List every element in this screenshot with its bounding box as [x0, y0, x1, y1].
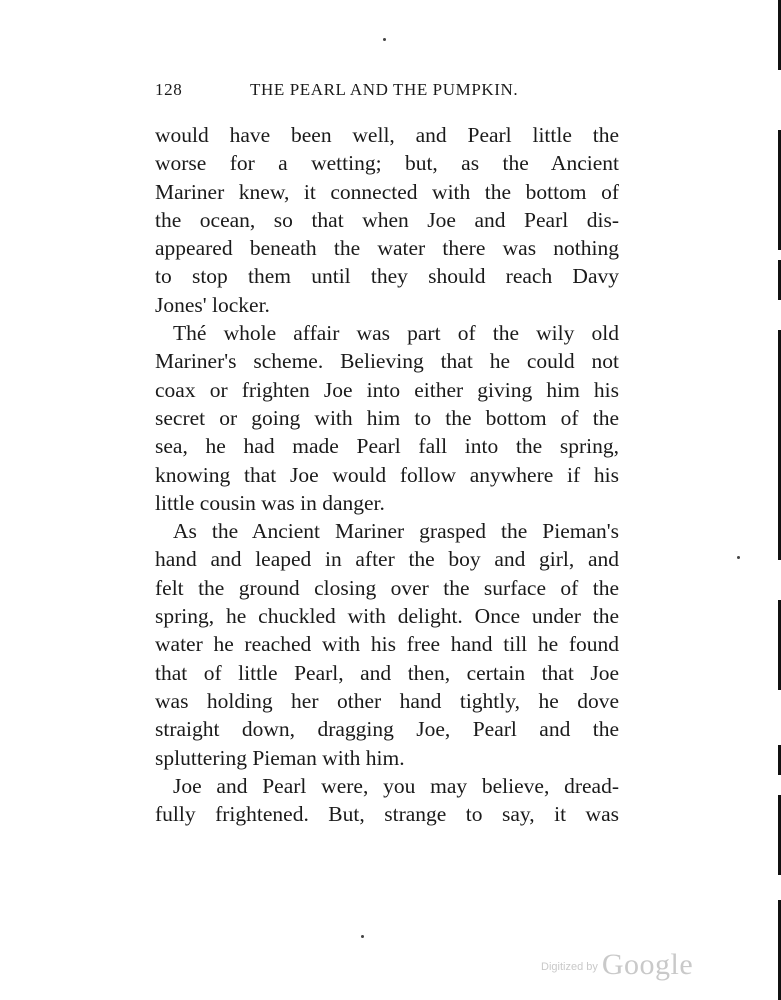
text-line: the ocean, so that when Joe and Pearl dis-	[155, 207, 619, 232]
text-line: straight down, dragging Joe, Pearl and the	[155, 717, 619, 742]
running-title: THE PEARL AND THE PUMPKIN.	[250, 80, 519, 99]
scan-edge-marks	[776, 0, 781, 1000]
page-number: 128	[155, 80, 183, 99]
text-line: hand and leaped in after the boy and girl, and	[155, 547, 619, 572]
text-line: felt the ground closing over the surface of the	[155, 575, 619, 600]
google-logo: Google	[601, 948, 694, 981]
text-line: spluttering Pieman with him.	[155, 745, 405, 770]
text-line: worse for a wetting; but, as the Ancient	[155, 151, 619, 176]
text-line: fully frightened. But, strange to say, it was	[155, 802, 619, 827]
watermark-prefix: Digitized by	[541, 961, 598, 973]
scan-speck	[737, 556, 740, 559]
text-line: knowing that Joe would follow anywhere if his	[155, 462, 619, 487]
text-line: would have been well, and Pearl little the	[155, 123, 619, 147]
digitized-watermark	[541, 948, 693, 982]
body-text	[155, 121, 619, 828]
text-line: appeared beneath the water there was nothing	[155, 236, 619, 261]
text-line: was holding her other hand tightly, he dove	[155, 688, 619, 713]
text-line: Mariner's scheme. Believing that he could not	[155, 349, 619, 374]
text-line: water he reached with his free hand till he found	[155, 632, 619, 657]
text-line: little cousin was in danger.	[155, 490, 385, 515]
scan-speck	[361, 935, 364, 938]
text-line: spring, he chuckled with delight. Once under the	[155, 604, 619, 629]
text-line: secret or going with him to the bottom of the	[155, 405, 619, 430]
text-line: As the Ancient Mariner grasped the Pieman's	[173, 519, 619, 544]
text-line: Thé whole affair was part of the wily old	[173, 321, 619, 346]
text-line: that of little Pearl, and then, certain that Joe	[155, 660, 619, 685]
text-line: coax or frighten Joe into either giving him his	[155, 377, 619, 402]
text-line: sea, he had made Pearl fall into the spring,	[155, 434, 619, 459]
text-line: Joe and Pearl were, you may believe, dread-	[173, 773, 619, 798]
scan-speck	[383, 38, 386, 41]
text-line: to stop them until they should reach Davy	[155, 264, 619, 289]
text-line: Jones' locker.	[155, 292, 270, 317]
text-line: Mariner knew, it connected with the bottom of	[155, 179, 619, 204]
